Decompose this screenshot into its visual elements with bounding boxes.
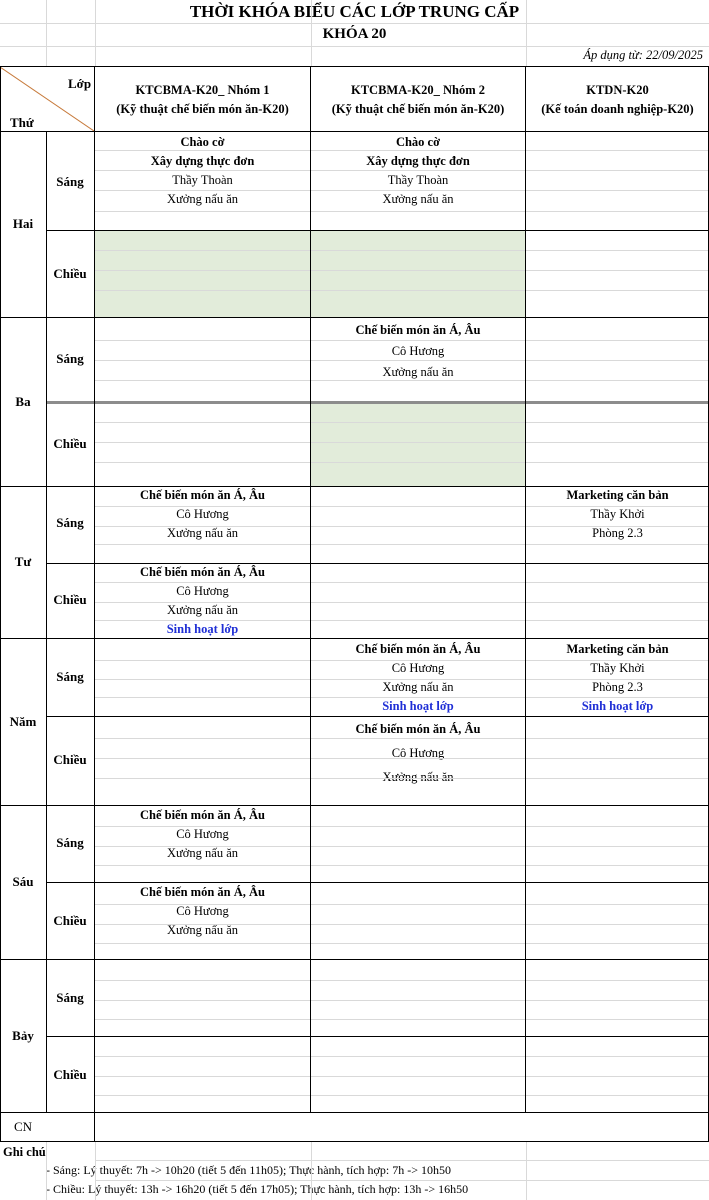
grid-line xyxy=(95,506,709,507)
grid-line xyxy=(95,778,709,779)
table-border xyxy=(0,317,709,318)
table-border xyxy=(0,66,709,67)
grid-line xyxy=(95,360,709,361)
table-border xyxy=(0,805,709,806)
grid-line xyxy=(95,1076,709,1077)
session-label: Chiều xyxy=(53,592,87,607)
grid-line xyxy=(95,758,709,759)
table-border xyxy=(310,66,311,1112)
class-code: KTCBMA-K20_ Nhóm 1 xyxy=(135,83,270,97)
room-name: Xưởng nấu ăn xyxy=(382,365,454,379)
subject-name: Chế biến món ăn Á, Âu xyxy=(139,808,266,822)
teacher-name: Thầy Thoàn xyxy=(172,173,233,187)
grid-line xyxy=(526,1142,527,1200)
subject-name: Chế biến món ăn Á, Âu xyxy=(139,885,266,899)
class-header-1 xyxy=(95,81,310,119)
teacher-name: Cô Hương xyxy=(176,507,229,521)
schedule-cell xyxy=(95,563,310,639)
class-header-2 xyxy=(311,81,525,119)
notes-label: Ghi chú xyxy=(3,1145,46,1159)
grid-line xyxy=(0,46,709,47)
grid-line xyxy=(311,0,312,66)
note-morning: - Sáng: Lý thuyết: 7h -> 10h20 (tiết 5 đến 11h05); Thực hành, tích hợp: 7h -> 10h50 xyxy=(46,1163,451,1177)
table-border xyxy=(0,1112,709,1113)
schedule-cell xyxy=(311,320,525,383)
table-border xyxy=(46,131,47,1112)
grid-line xyxy=(95,211,709,212)
class-name: (Kỹ thuật chế biến món ăn-K20) xyxy=(331,102,505,116)
subject-name: Chế biến món ăn Á, Âu xyxy=(139,488,266,502)
table-border xyxy=(525,66,526,1112)
schedule-cell xyxy=(526,486,709,543)
room-name: Phòng 2.3 xyxy=(592,526,643,540)
teacher-name: Cô Hương xyxy=(391,746,445,760)
table-border xyxy=(46,1036,709,1037)
page-subtitle: KHÓA 20 xyxy=(322,26,387,42)
room-name: Xưởng nấu ăn xyxy=(382,192,454,206)
grid-line xyxy=(95,0,96,66)
subject-name: Marketing căn bản xyxy=(566,488,669,502)
grid-line xyxy=(95,826,709,827)
grid-line xyxy=(46,1142,47,1200)
grid-line xyxy=(95,544,709,545)
teacher-name: Thầy Khởi xyxy=(590,661,645,675)
shaded-cell xyxy=(311,403,525,486)
grid-line xyxy=(95,340,709,341)
room-name: Xưởng nấu ăn xyxy=(166,846,238,860)
day-label-nam: Năm xyxy=(9,714,37,729)
corner-top-label: Lớp xyxy=(68,76,92,91)
grid-line xyxy=(526,0,527,66)
session-label: Sáng xyxy=(56,835,84,850)
table-border xyxy=(46,563,709,564)
session-label: Chiều xyxy=(53,1067,87,1082)
schedule-cell xyxy=(95,883,310,940)
teacher-name: Cô Hương xyxy=(176,584,229,598)
session-label: Chiều xyxy=(53,752,87,767)
grid-line xyxy=(95,660,709,661)
subject-name: Chế biến món ăn Á, Âu xyxy=(355,323,481,337)
room-name: Phòng 2.3 xyxy=(592,680,643,694)
page-title: THỜI KHÓA BIỂU CÁC LỚP TRUNG CẤP xyxy=(189,2,520,21)
day-label-hai: Hai xyxy=(12,216,34,231)
schedule-cell xyxy=(526,640,709,716)
grid-line xyxy=(95,738,709,739)
grid-line xyxy=(95,1160,709,1161)
session-label: Chiều xyxy=(53,913,87,928)
room-name: Xưởng nấu ăn xyxy=(382,680,454,694)
session-label: Chiều xyxy=(53,266,87,281)
day-label-sau: Sáu xyxy=(12,874,34,889)
grid-line xyxy=(311,1142,312,1200)
day-label-cn: CN xyxy=(13,1119,33,1134)
grid-line xyxy=(95,582,709,583)
grid-line xyxy=(95,462,709,463)
grid-line xyxy=(95,422,709,423)
room-name: Xưởng nấu ăn xyxy=(166,603,238,617)
grid-line xyxy=(95,1180,709,1181)
grid-line xyxy=(95,846,709,847)
day-label-ba: Ba xyxy=(15,394,31,409)
class-name: (Kỹ thuật chế biến món ăn-K20) xyxy=(116,102,289,116)
schedule-cell xyxy=(95,133,310,209)
table-border xyxy=(0,486,709,487)
room-name: Xưởng nấu ăn xyxy=(382,770,454,784)
table-border xyxy=(0,131,46,132)
grid-line xyxy=(0,23,709,24)
session-label: Sáng xyxy=(56,351,84,366)
teacher-name: Cô Hương xyxy=(176,904,229,918)
table-border xyxy=(0,66,1,1141)
teacher-name: Cô Hương xyxy=(391,661,445,675)
grid-line xyxy=(95,697,709,698)
table-border xyxy=(46,882,709,883)
event-title: Chào cờ xyxy=(395,135,441,149)
note-afternoon: - Chiều: Lý thuyết: 13h -> 16h20 (tiết 5 đến 17h05); Thực hành, tích hợp: 13h -> 16h50 xyxy=(46,1182,469,1196)
class-activity: Sinh hoạt lớp xyxy=(581,699,654,713)
grid-line xyxy=(95,1056,709,1057)
grid-line xyxy=(95,290,709,291)
session-label: Sáng xyxy=(56,669,84,684)
class-activity: Sinh hoạt lớp xyxy=(382,699,454,713)
table-border xyxy=(0,1141,709,1142)
day-label-tu: Tư xyxy=(14,554,32,569)
grid-line xyxy=(95,904,709,905)
grid-line xyxy=(95,442,709,443)
subject-name: Xây dựng thực đơn xyxy=(366,154,470,168)
class-name: (Kế toán doanh nghiệp-K20) xyxy=(541,102,694,116)
session-label: Chiều xyxy=(53,436,87,451)
event-title: Chào cờ xyxy=(180,135,225,149)
grid-line xyxy=(95,1000,709,1001)
session-label: Sáng xyxy=(56,174,84,189)
teacher-name: Thầy Khởi xyxy=(590,507,645,521)
grid-line xyxy=(95,170,709,171)
class-header-3 xyxy=(526,81,709,119)
teacher-name: Cô Hương xyxy=(176,827,229,841)
grid-line xyxy=(95,1019,709,1020)
schedule-cell xyxy=(95,806,310,863)
room-name: Xưởng nấu ăn xyxy=(166,192,238,206)
grid-line xyxy=(95,190,709,191)
subject-name: Chế biến món ăn Á, Âu xyxy=(355,642,481,656)
grid-line xyxy=(95,924,709,925)
grid-line xyxy=(95,150,709,151)
teacher-name: Cô Hương xyxy=(391,344,445,358)
corner-bottom-label: Thứ xyxy=(10,115,34,130)
class-code: KTCBMA-K20_ Nhóm 2 xyxy=(350,83,486,97)
table-border xyxy=(0,959,709,960)
table-border xyxy=(94,66,95,1141)
schedule-cell xyxy=(95,486,310,543)
grid-line xyxy=(95,526,709,527)
table-border xyxy=(46,716,709,717)
table-border xyxy=(46,401,709,404)
grid-line xyxy=(95,865,709,866)
shaded-cell xyxy=(311,231,525,317)
subject-name: Marketing căn bản xyxy=(566,642,669,656)
table-border xyxy=(46,230,709,231)
corner-cell xyxy=(0,67,94,131)
grid-line xyxy=(95,679,709,680)
class-activity: Sinh hoạt lớp xyxy=(166,622,239,636)
schedule-cell xyxy=(311,133,525,209)
grid-line xyxy=(95,943,709,944)
subject-name: Chế biến món ăn Á, Âu xyxy=(355,722,481,736)
room-name: Xưởng nấu ăn xyxy=(166,923,238,937)
grid-line xyxy=(95,602,709,603)
grid-line xyxy=(95,1095,709,1096)
grid-line xyxy=(95,980,709,981)
shaded-cell xyxy=(95,231,310,317)
grid-line xyxy=(95,270,709,271)
day-label-bay: Bảy xyxy=(12,1028,34,1043)
subject-name: Chế biến món ăn Á, Âu xyxy=(139,565,266,579)
grid-line xyxy=(95,620,709,621)
schedule-cell xyxy=(311,640,525,716)
grid-line xyxy=(95,250,709,251)
grid-line xyxy=(95,1142,96,1200)
grid-line xyxy=(46,0,47,66)
session-label: Sáng xyxy=(56,990,84,1005)
teacher-name: Thầy Thoàn xyxy=(387,173,449,187)
class-code: KTDN-K20 xyxy=(586,83,649,97)
table-border xyxy=(46,131,709,132)
subject-name: Xây dựng thực đơn xyxy=(150,154,255,168)
applied-date: Áp dụng từ: 22/09/2025 xyxy=(583,48,703,62)
room-name: Xưởng nấu ăn xyxy=(166,526,238,540)
grid-line xyxy=(95,380,709,381)
session-label: Sáng xyxy=(56,515,84,530)
table-border xyxy=(0,638,709,639)
